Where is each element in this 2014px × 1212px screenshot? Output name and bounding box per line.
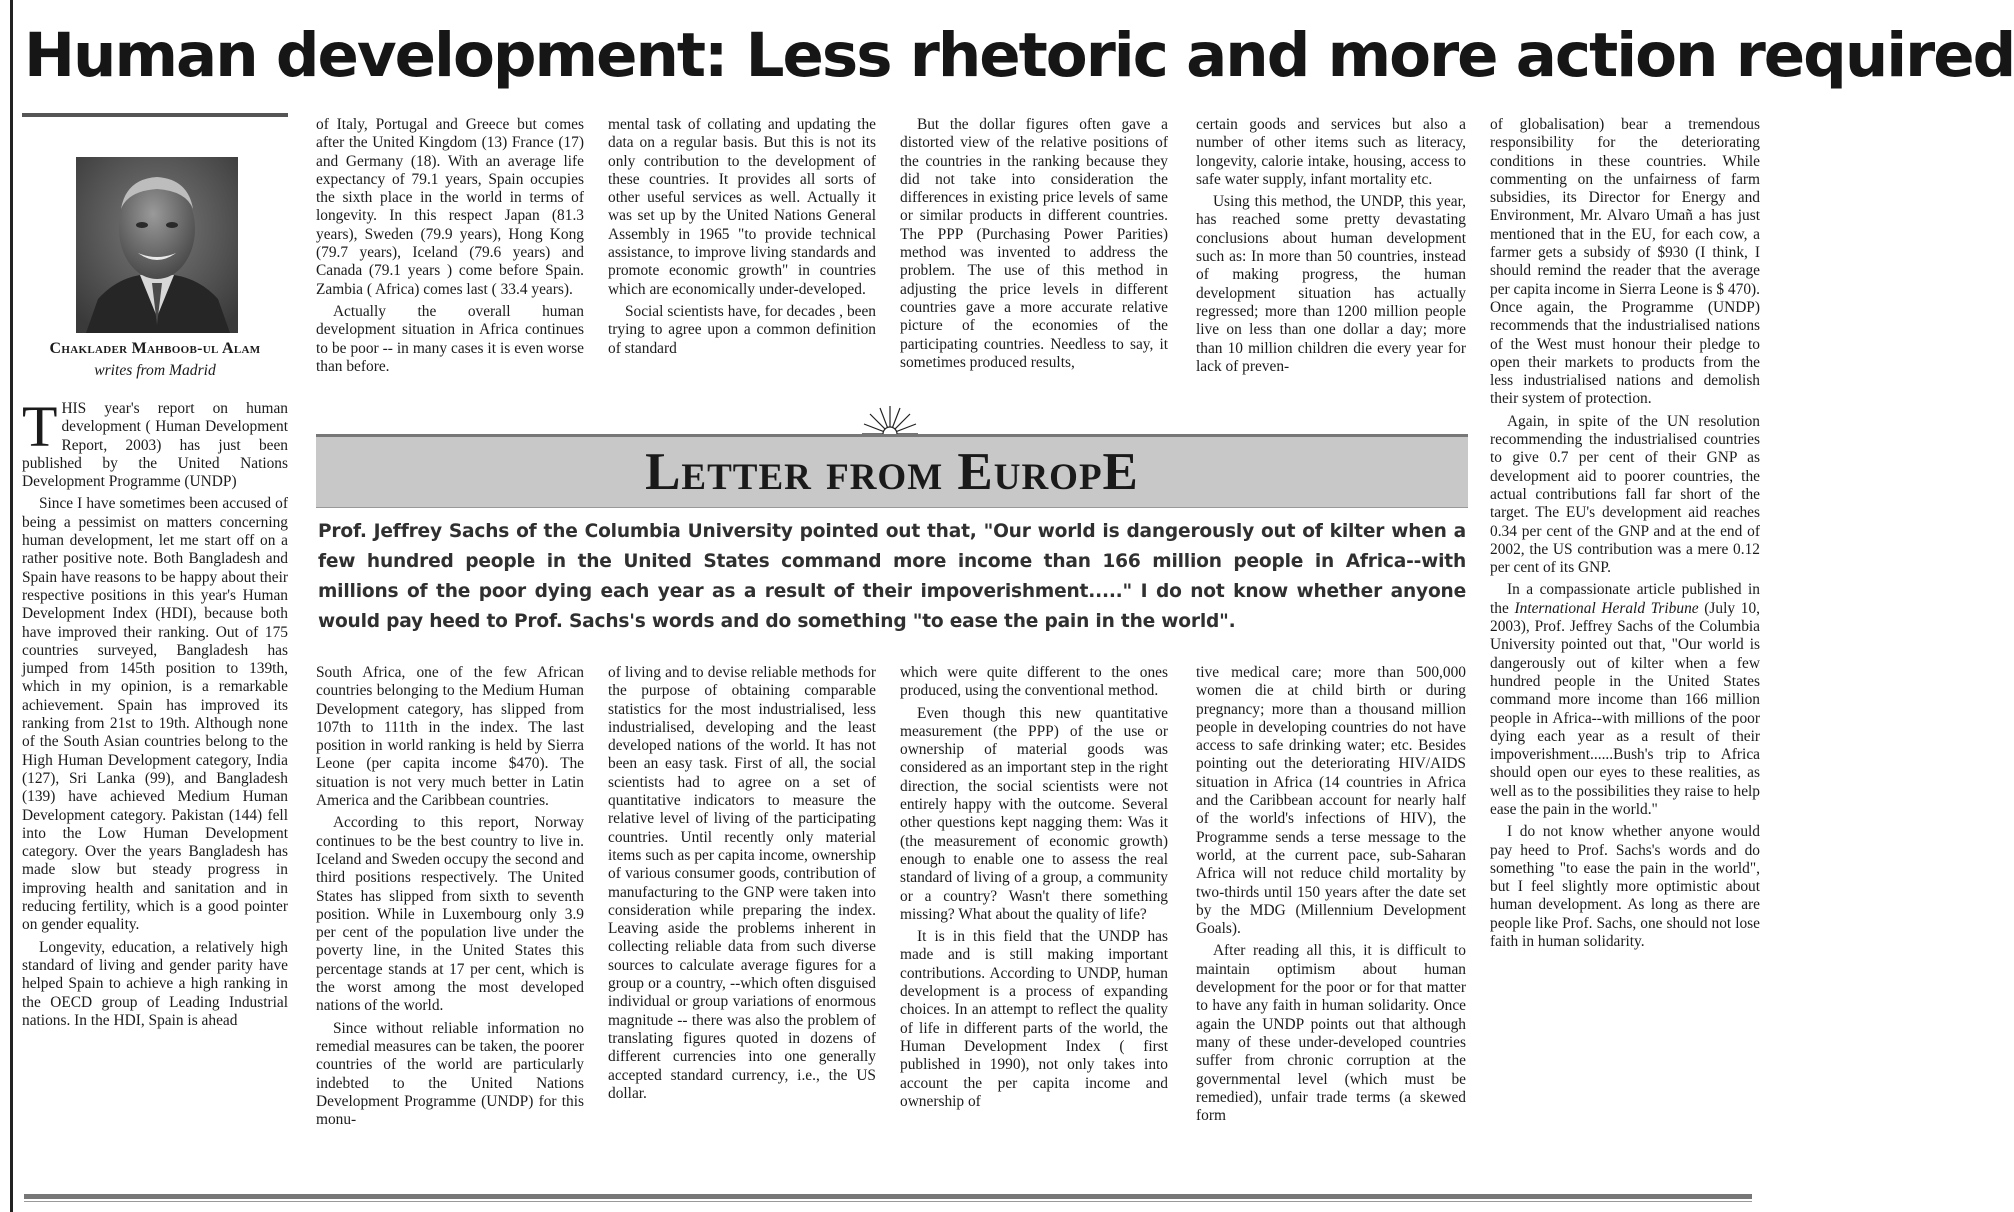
article-paragraph: It is in this field that the UNDP has made and is still making important contributions. According to UNDP, human development is a process of expanding choices. In an attempt to reflect the quality of life in different parts of the world, the Human Development Index ( first published in 1990), not only takes into account the per capita income and ownership of [900,928,1168,1110]
article-paragraph: Using this method, the UNDP, this year, has reached some pretty devastating conclusions about human development such as: In more than 50 countries, instead of making progress, the human development situation has actually regressed; more than 1200 million people live on less than one dollar a day; more than 10 million children die every year for lack of preven- [1196,193,1466,375]
article-paragraph: South Africa, one of the few African countries belonging to the Medium Human Development category, has slipped from 107th to 111th in the index. The last position in world ranking is held by Sierra Leone (per capita income $470). The situation is not very much better in Latin America and the Caribbean countries. [316,664,584,810]
article-paragraph: certain goods and services but also a number of other items such as literacy, longevity, calorie intake, housing, access to safe water supply, infant mortality etc. [1196,116,1466,188]
author-dateline: writes from Madrid [94,362,216,379]
article-paragraph: of living and to devise reliable methods for the purpose of obtaining comparable statistics for the most industrialised, less industrialised, developing and the least developed nations of the world. It has not been an easy task. First of all, the social scientists had to agree on a set of quantitative indicators to measure the relative level of living of the participating countries. Until recently only material items such as per capita income, ownership of various consumer goods, contribution of manufacturing to the GNP were taken into consideration while preparing the index. Leaving aside the problems inherent in collecting reliable data from such diverse sources to calculate average figures for a group or a country, --which often disguised individual or group variations of enormous magnitude -- there was also the problem of translating figures quoted in dozens of different currencies into one generally accepted standard currency, i.e., the US dollar. [608,664,876,1102]
author-portrait-image [76,157,238,333]
bottom-rule-thin [24,1201,1752,1202]
article-paragraph: Again, in spite of the UN resolution recommending the industrialised countries to give 0.7 per cent of their GNP as development aid to poorer countries, the actual contributions fall far short of the target. The EU's development aid reaches 0.34 per cent of the GNP and at the end of 2002, the US contribution was a mere 0.12 per cent of its GNP. [1490,412,1760,577]
article-paragraph: mental task of collating and updating the data on a regular basis. But this is not its only contribution to the development of these countries. It provides all sorts of other useful services as well. Actually it was set up by the United Nations General Assembly in 1965 "to provide technical assistance, to improve living standards and promote economic growth" in countries which are economically under-developed. [608,116,876,298]
article-paragraph: Since without reliable information no remedial measures can be taken, the poorer countries of the world are particularly indebted to the United Nations Development Programme (UNDP) for this monu- [316,1019,584,1129]
article-paragraph: Social scientists have, for decades , been trying to agree upon a common definition of standard [608,302,876,357]
article-column-1 [22,394,288,1190]
article-paragraph: Since I have sometimes been accused of being a pessimist on matters concerning human development, let me start off on a rather positive note. Both Bangladesh and Spain have reasons to be happy about their respective positions in this year's Human Development Index (HDI), because both have improved their ranking. Out of 175 countries surveyed, Bangladesh has jumped from 145th position to 139th, which in my opinion, is a remarkable achievement. Spain has improved its ranking from 21st to 19th. Although none of the South Asian countries belong to the High Human Development category, India (127), Sri Lanka (99), and Bangladesh (139) have achieved Medium Human Development category. Pakistan (144) fell into the Low Human Development category. Over the years Bangladesh has made slow but steady progress in improving health and sanitation and in reducing fertility, which is a good pointer on gender equality. [22,495,288,934]
article-paragraph: of globalisation) bear a tremendous responsibility for the deteriorating conditions in these countries. While commenting on the unfairness of farm subsidies, its Director for Energy and Environment, Mr. Alvaro Umañ a has just mentioned that in the EU, for each cow, a farmer gets a subsidy of $930 (I think, I should remind the reader that the average per capita income in Sierra Leone is $ 470). Once again, the Programme (UNDP) recommends that the industrialised nations of the West must honour their pledge to open their markets to products from the less industrialised nations and demolish their system of protection. [1490,116,1760,408]
paragraph-text: (July 10, 2003), Prof. Jeffrey Sachs of the Columbia University pointed out that, "Our world is dangerously out of kilter when a few hundred people in the United States command more income than 166 million people in Africa--with millions of the poor dying each year as a result of their impoverishment......Bush's trip to Africa should open our eyes to these realities, as well as to the possibilities they raise to help ease the pain in the world." [1490,599,1760,818]
article-paragraph: I do not know whether anyone would pay heed to Prof. Sachs's words and do something "to ease the pain in the world", but I feel slightly more optimistic about human development. As long as there are people like Prof. Sachs, one should not lose faith in human solidarity. [1490,823,1760,951]
pull-quote: Prof. Jeffrey Sachs of the Columbia University pointed out that, "Our world is dangerously out of kilter when a few hundred people in the United States command more income than 166 million people in Africa--with millions of the poor dying each year as a result of their impoverishment....." I do not know whether anyone would pay heed to Prof. Sachs's words and do something "to ease the pain in the world". [318,521,1466,632]
article-column-3-top [608,116,876,424]
article-column-2-top [316,116,584,424]
paragraph-text: In a compassionate article published in the [1490,581,1760,617]
bottom-rule [24,1194,1752,1199]
article-column-2-bottom [316,664,584,1192]
author-photo [76,157,238,333]
publication-title: International Herald Tribune [1514,599,1699,617]
drop-cap: T [22,394,58,459]
article-paragraph: which were quite different to the ones produced, using the conventional method. [900,664,1168,700]
author-box [22,113,288,395]
article-column-5-bottom [1196,664,1466,1192]
article-paragraph: According to this report, Norway continues to be the best country to live in. Iceland and Sweden occupy the second and third positions respectively. The United States has slipped from sixth to seventh position. While in Luxembourg only 3.9 per cent of the population live under the poverty line, in the United States this percentage stands at 17 per cent, which is the worst among the most developed nations of the world. [316,814,584,1015]
author-name: Chaklader Mahboob-ul Alam [49,340,261,357]
article-paragraph: After reading all this, it is difficult to maintain optimism about human development for the poor or for that matter to have any faith in human solidarity. Once again the UNDP points out that although many of these under-developed countries suffer from chronic corruption at the governmental level (which must be remedied), unfair trade terms (a skewed form [1196,942,1466,1125]
article-paragraph: But the dollar figures often gave a distorted view of the relative positions of the countries in the ranking because they did not take into consideration the differences in existing price levels of same or similar products in different countries. The PPP (Purchasing Power Parities) method was invented to address the problem. The use of this method in adjusting the price levels in different countries gave a more accurate relative picture of the economies of the participating countries. Needless to say, it sometimes produced results, [900,116,1168,371]
section-banner [316,434,1468,508]
paragraph-text: HIS year's report on human development ( Human Development Report, 2003) has just been published by the United Nations Development Programme (UNDP) [22,400,288,491]
article-paragraph [22,394,288,491]
article-column-3-bottom [608,664,876,1192]
section-banner-title: Letter from EuropE [645,443,1139,501]
article-paragraph: of Italy, Portugal and Greece but comes after the United Kingdom (13) France (17) and Germany (18). With an average life expectancy of 79.1 years, Spain occupies the sixth place in the world in terms of longevity. In this respect Japan (81.3 years), Sweden (79.9 years), Hong Kong (79.7 years), Iceland (79.6 years) and Canada (79.1 years ) come before Spain. Zambia ( Africa) comes last ( 33.4 years). [316,116,584,298]
article-paragraph: Even though this new quantitative measurement (the PPP) of the use or ownership of material goods was considered as an important step in the right direction, the social scientists were not entirely happy with the outcome. Several other questions kept nagging them: Was it (the measurement of economic growth) enough to enable one to assess the real standard of living of a group, a community or a country? Wasn't there something missing? What about the quality of life? [900,704,1168,923]
article-paragraph: tive medical care; more than 500,000 women die at child birth or during pregnancy; more than a thousand million people in developing countries do not have access to safe drinking water; etc. Besides pointing out the deteriorating HIV/AIDS situation in Africa (14 countries in Africa and the Caribbean account for nearly half of the world's infections of HIV), the Programme sends a terse message to the world, at the current pace, sub-Saharan Africa will not reduce child mortality by two-thirds until 150 years after the date set by the MDG (Millennium Development Goals). [1196,664,1466,938]
article-paragraph: Actually the overall human development situation in Africa continues to be poor -- in many cases it is even worse than before. [316,302,584,375]
article-column-6 [1490,116,1760,1192]
headline: Human development: Less rhetoric and more action required [24,20,2014,91]
article-column-4-top [900,116,1168,424]
article-column-4-bottom [900,664,1168,1192]
article-paragraph [1490,581,1760,819]
article-column-5-top [1196,116,1466,424]
article-paragraph: Longevity, education, a relatively high standard of living and gender parity have helped Spain to achieve a high ranking in the OECD group of Leading Industrial nations. In the HDI, Spain is ahead [22,938,288,1029]
left-margin-rule [10,0,13,1212]
